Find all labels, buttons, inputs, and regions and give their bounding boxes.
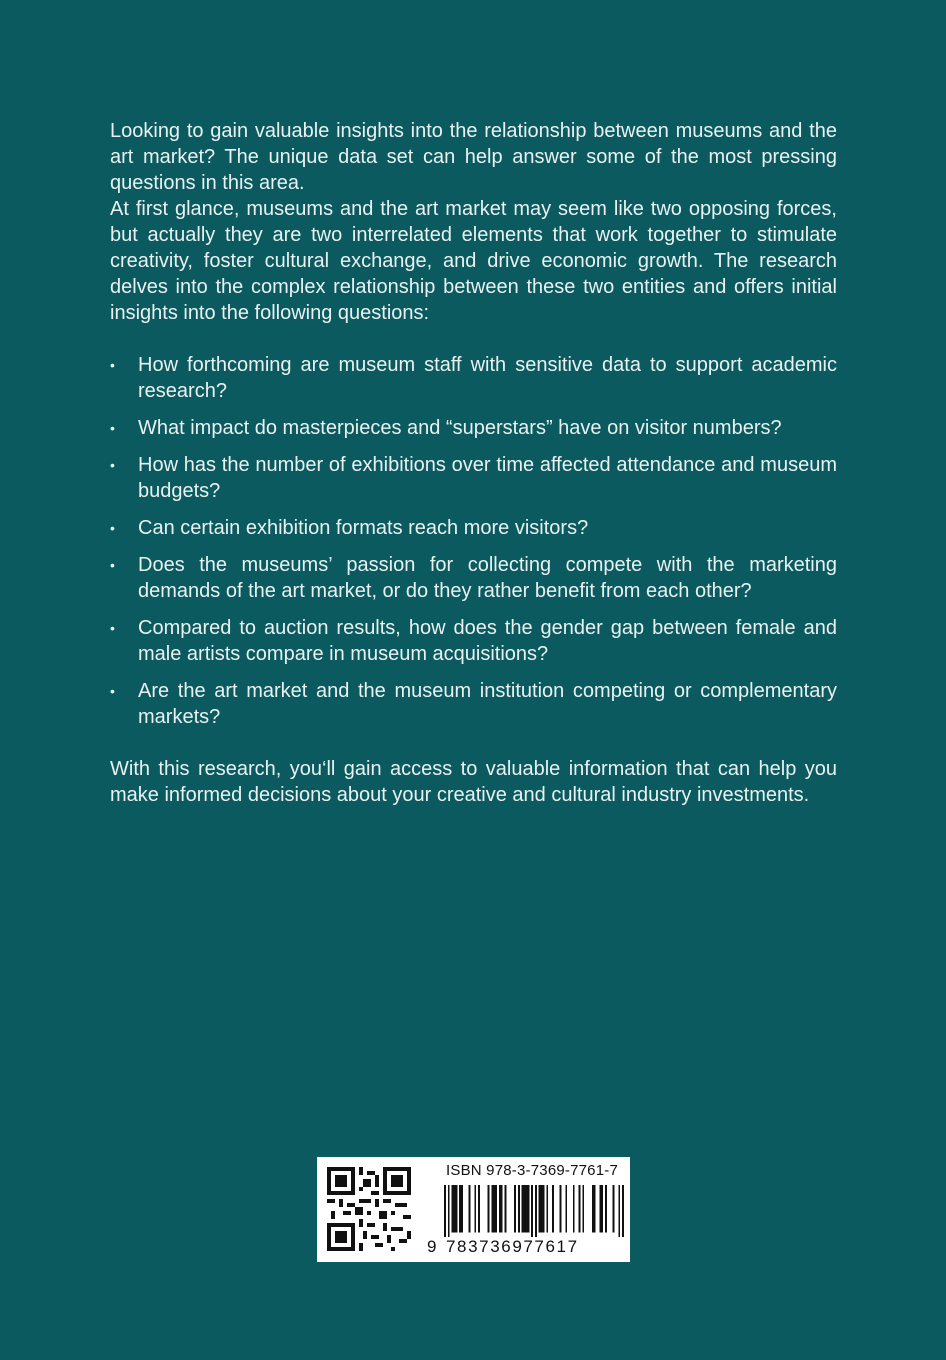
barcode-bar bbox=[525, 1185, 527, 1233]
barcode-first-digit: 9 bbox=[427, 1237, 437, 1256]
bullet-icon: • bbox=[110, 520, 115, 536]
list-item: • How has the number of exhibitions over time affected attendance and museum budgets? bbox=[110, 454, 837, 502]
barcode-bar bbox=[539, 1185, 541, 1233]
barcode-bar bbox=[599, 1185, 601, 1233]
barcode-bar bbox=[601, 1185, 603, 1233]
barcode-bar bbox=[565, 1185, 567, 1233]
barcode-bar bbox=[459, 1185, 461, 1233]
bullet-icon: • bbox=[110, 620, 115, 636]
barcode-digits: 783736977617 bbox=[444, 1237, 626, 1257]
barcode-bar bbox=[605, 1185, 607, 1233]
barcode-bar bbox=[474, 1185, 476, 1233]
barcode-bar bbox=[543, 1185, 545, 1233]
barcode-bar bbox=[452, 1185, 454, 1233]
barcode-icon bbox=[444, 1185, 624, 1240]
barcode-bar bbox=[491, 1185, 493, 1233]
barcode-bar bbox=[493, 1185, 495, 1233]
bullet-icon: • bbox=[110, 357, 115, 373]
qr-code-icon bbox=[327, 1167, 411, 1251]
bullet-icon: • bbox=[110, 683, 115, 699]
blurb-text bbox=[110, 118, 837, 808]
barcode-bar bbox=[579, 1185, 581, 1233]
barcode-bar bbox=[594, 1185, 596, 1233]
bullet-icon: • bbox=[110, 457, 115, 473]
bullet-icon: • bbox=[110, 557, 115, 573]
list-item: • Compared to auction results, how does the gender gap between female and male artists compare in museum acquisitions? bbox=[110, 617, 837, 665]
list-item: • Are the art market and the museum institution competing or complementary markets? bbox=[110, 680, 837, 728]
barcode-bar bbox=[535, 1185, 537, 1240]
barcode-bar bbox=[518, 1185, 520, 1233]
barcode-bar bbox=[453, 1185, 455, 1233]
barcode-bar bbox=[448, 1185, 450, 1240]
barcode-bar bbox=[546, 1185, 548, 1233]
barcode-bar bbox=[461, 1185, 463, 1233]
intro-paragraph-1: Looking to gain valuable insights into the relationship between museums and the art market? The unique data set can help answer some of the most pressing questions in this area. bbox=[110, 120, 837, 194]
closing-paragraph: With this research, you‘ll gain access to valuable information that can help you make informed decisions about your creative and cultural industry investments. bbox=[110, 758, 837, 806]
list-item: • Does the museums’ passion for collecting compete with the marketing demands of the art market, or do they rather benefit from each other? bbox=[110, 554, 837, 602]
list-item: • How forthcoming are museum staff with sensitive data to support academic research? bbox=[110, 354, 837, 402]
barcode-bar bbox=[618, 1185, 620, 1240]
isbn-number: ISBN 978-3-7369-7761-7 bbox=[446, 1162, 619, 1179]
barcode-bar bbox=[478, 1185, 480, 1233]
barcode-bar bbox=[505, 1185, 507, 1233]
barcode-bar bbox=[552, 1185, 554, 1233]
isbn-barcode-box bbox=[317, 1157, 630, 1262]
bullet-icon: • bbox=[110, 420, 115, 436]
barcode-bar bbox=[573, 1185, 575, 1233]
barcode-bar bbox=[455, 1185, 457, 1233]
barcode-bar bbox=[469, 1185, 471, 1233]
barcode-bar bbox=[499, 1185, 501, 1233]
list-item: • What impact do masterpieces and “superstars” have on visitor numbers? bbox=[110, 417, 782, 439]
barcode-bar bbox=[514, 1185, 516, 1233]
barcode-bar bbox=[531, 1185, 533, 1240]
barcode-bar bbox=[592, 1185, 594, 1233]
barcode-bar bbox=[582, 1185, 584, 1233]
barcode-bar bbox=[488, 1185, 490, 1233]
barcode-bar bbox=[560, 1185, 562, 1233]
barcode-bar bbox=[524, 1185, 526, 1233]
intro-paragraph-2: At first glance, museums and the art market may seem like two opposing forces, but actually they are two interrelated elements that work together to stimulate creativity, foster cultural exchange, and drive economic growth. The research delves into the complex relationship between these two entities and offers initial insights into the following questions: bbox=[110, 198, 837, 324]
barcode-bar bbox=[495, 1185, 497, 1233]
barcode-bar bbox=[613, 1185, 615, 1233]
barcode-bar bbox=[622, 1185, 624, 1240]
barcode-bar bbox=[541, 1185, 543, 1233]
barcode-bar bbox=[444, 1185, 446, 1240]
list-item: • Can certain exhibition formats reach more visitors? bbox=[110, 517, 589, 539]
barcode-bar bbox=[527, 1185, 529, 1233]
question-list bbox=[110, 352, 837, 730]
barcode-bar bbox=[522, 1185, 524, 1233]
barcode-bar bbox=[501, 1185, 503, 1233]
